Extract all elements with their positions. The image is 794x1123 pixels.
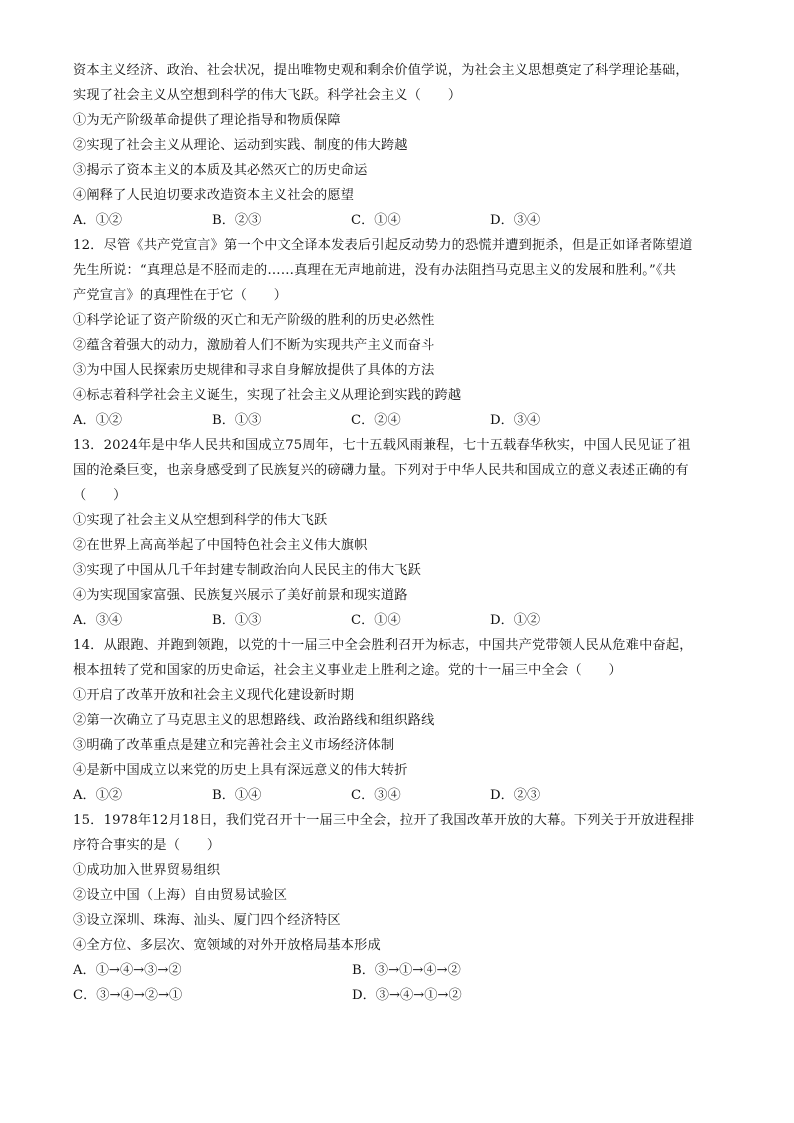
option-d[interactable]: D．①② <box>490 613 541 628</box>
question-13 <box>73 433 733 633</box>
statement-item: ①成功加入世界贸易组织 <box>73 863 221 878</box>
question-stem-line: 序符合事实的是（ ） <box>73 838 221 853</box>
question-stem-line: 国的沧桑巨变，也亲身感受到了民族复兴的磅礴力量。下列对于中华人民共和国成立的意义表述正确的有 <box>73 463 689 478</box>
option-a[interactable]: A．①② <box>73 413 123 428</box>
statement-item: ②设立中国（上海）自由贸易试验区 <box>73 888 288 903</box>
option-b[interactable]: B．①③ <box>212 613 262 628</box>
statement-item: ③为中国人民探索历史规律和寻求自身解放提供了具体的方法 <box>73 363 435 378</box>
option-c[interactable]: C．③→④→②→① <box>73 988 183 1003</box>
statement-item: ④是新中国成立以来党的历史上具有深远意义的伟大转折 <box>73 763 408 778</box>
exam-page <box>73 58 733 1008</box>
question-stem-line: （ ） <box>73 488 127 503</box>
statement-item: ②实现了社会主义从理论、运动到实践、制度的伟大跨越 <box>73 138 408 153</box>
question-stem-line: 根本扭转了党和国家的历史命运，社会主义事业走上胜利之途。党的十一届三中全会（ ） <box>73 663 622 678</box>
question-stem-line: 15．1978年12月18日，我们党召开十一届三中全会，拉开了我国改革开放的大幕。下列关于开放进程排 <box>73 813 695 828</box>
option-d[interactable]: D．③④ <box>490 213 541 228</box>
statement-item: ③明确了改革重点是建立和完善社会主义市场经济体制 <box>73 738 395 753</box>
statement-item: ③设立深圳、珠海、汕头、厦门四个经济特区 <box>73 913 341 928</box>
option-c[interactable]: C．②④ <box>351 413 401 428</box>
option-b[interactable]: B．①④ <box>212 788 262 803</box>
statement-item: ①科学论证了资产阶级的灭亡和无产阶级的胜利的历史必然性 <box>73 313 435 328</box>
option-c[interactable]: C．①④ <box>351 213 401 228</box>
statement-item: ②第一次确立了马克思主义的思想路线、政治路线和组织路线 <box>73 713 435 728</box>
answer-options <box>73 208 733 233</box>
answer-options <box>73 408 733 433</box>
answer-options <box>73 983 733 1008</box>
statement-item: ①开启了改革开放和社会主义现代化建设新时期 <box>73 688 355 703</box>
question-stem-line: 实现了社会主义从空想到科学的伟大飞跃。科学社会主义（ ） <box>73 88 462 103</box>
statement-item: ③揭示了资本主义的本质及其必然灭亡的历史命运 <box>73 163 368 178</box>
option-a[interactable]: A．①→④→③→② <box>73 963 182 978</box>
question-stem-line: 产党宣言》的真理性在于它（ ） <box>73 288 288 303</box>
statement-item: ①实现了社会主义从空想到科学的伟大飞跃 <box>73 513 328 528</box>
option-b[interactable]: B．②③ <box>212 213 262 228</box>
question-11-continued <box>73 58 733 233</box>
option-d[interactable]: D．②③ <box>490 788 541 803</box>
option-c[interactable]: C．③④ <box>351 788 401 803</box>
option-b[interactable]: B．①③ <box>212 413 262 428</box>
statement-item: ④为实现国家富强、民族复兴展示了美好前景和现实道路 <box>73 588 408 603</box>
option-a[interactable]: A．①② <box>73 213 123 228</box>
question-stem-line: 资本主义经济、政治、社会状况，提出唯物史观和剩余价值学说，为社会主义思想奠定了科学理论基础， <box>73 63 689 78</box>
question-stem-line: 13．2024年是中华人民共和国成立75周年，七十五载风雨兼程，七十五载春华秋实，中国人民见证了祖 <box>73 438 691 453</box>
statement-item: ④阐释了人民迫切要求改造资本主义社会的愿望 <box>73 188 355 203</box>
question-stem-line: 12．尽管《共产党宣言》第一个中文全译本发表后引起反动势力的恐慌并遭到扼杀，但是正如译者陈望道 <box>73 238 693 253</box>
option-a[interactable]: A．①② <box>73 788 123 803</box>
statement-item: ④全方位、多层次、宽领域的对外开放格局基本形成 <box>73 938 381 953</box>
question-stem-line: 14．从跟跑、并跑到领跑，以党的十一届三中全会胜利召开为标志，中国共产党带领人民从危难中奋起， <box>73 638 693 653</box>
answer-options <box>73 958 733 983</box>
option-d[interactable]: D．③④ <box>490 413 541 428</box>
option-d[interactable]: D．③→④→①→② <box>352 988 462 1003</box>
question-12 <box>73 233 733 433</box>
answer-options <box>73 608 733 633</box>
statement-item: ①为无产阶级革命提供了理论指导和物质保障 <box>73 113 341 128</box>
option-b[interactable]: B．③→①→④→② <box>352 963 461 978</box>
statement-item: ③实现了中国从几千年封建专制政治向人民民主的伟大飞跃 <box>73 563 422 578</box>
answer-options <box>73 783 733 808</box>
statement-item: ②蕴含着强大的动力，激励着人们不断为实现共产主义而奋斗 <box>73 338 435 353</box>
question-14 <box>73 633 733 808</box>
option-a[interactable]: A．③④ <box>73 613 123 628</box>
question-stem-line: 先生所说：“真理总是不胫而走的……真理在无声地前进，没有办法阻挡马克思主义的发展和胜利。”《共 <box>73 263 677 278</box>
statement-item: ④标志着科学社会主义诞生，实现了社会主义从理论到实践的跨越 <box>73 388 462 403</box>
question-15 <box>73 808 733 1008</box>
option-c[interactable]: C．①④ <box>351 613 401 628</box>
statement-item: ②在世界上高高举起了中国特色社会主义伟大旗帜 <box>73 538 368 553</box>
